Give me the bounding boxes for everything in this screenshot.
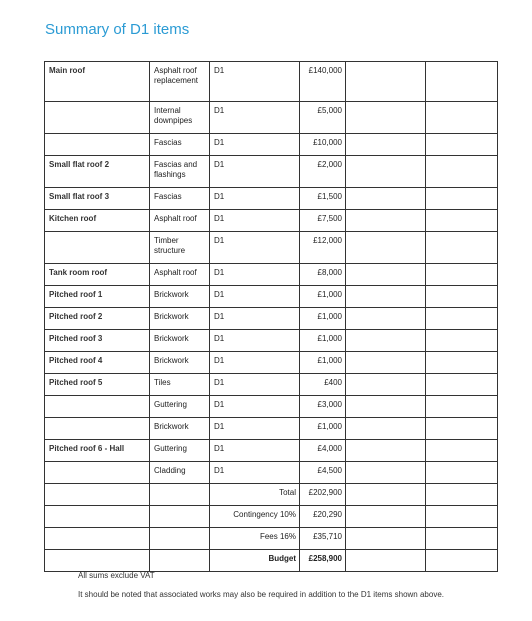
empty-cell [426,102,498,134]
page-title: Summary of D1 items [45,21,190,38]
amount-cell: £10,000 [300,134,346,156]
table-row [45,156,498,188]
total-label-cell: Budget [210,550,300,572]
table-row [45,352,498,374]
empty-cell [150,550,210,572]
item-cell: Fascias and flashings [150,156,210,188]
code-cell: D1 [210,286,300,308]
table-row [45,134,498,156]
total-row [45,550,498,572]
table-row [45,418,498,440]
total-row [45,484,498,506]
empty-cell [426,440,498,462]
table-row [45,308,498,330]
code-cell: D1 [210,330,300,352]
item-cell: Brickwork [150,418,210,440]
table-row [45,62,498,102]
item-cell: Fascias [150,134,210,156]
total-row [45,506,498,528]
empty-cell [346,156,426,188]
empty-cell [346,134,426,156]
total-amount-cell: £20,290 [300,506,346,528]
item-cell: Brickwork [150,330,210,352]
empty-cell [150,506,210,528]
total-amount-cell: £202,900 [300,484,346,506]
empty-cell [426,232,498,264]
item-cell: Tiles [150,374,210,396]
amount-cell: £3,000 [300,396,346,418]
total-amount-cell: £258,900 [300,550,346,572]
location-cell [45,232,150,264]
code-cell: D1 [210,374,300,396]
table-row [45,440,498,462]
item-cell: Asphalt roof replacement [150,62,210,102]
code-cell: D1 [210,440,300,462]
code-cell: D1 [210,462,300,484]
location-cell: Pitched roof 6 - Hall [45,440,150,462]
item-cell: Brickwork [150,286,210,308]
empty-cell [346,374,426,396]
amount-cell: £1,000 [300,330,346,352]
amount-cell: £5,000 [300,102,346,134]
code-cell: D1 [210,264,300,286]
empty-cell [346,352,426,374]
table-row [45,188,498,210]
amount-cell: £4,500 [300,462,346,484]
empty-cell [346,188,426,210]
empty-cell [426,550,498,572]
empty-cell [426,506,498,528]
total-label-cell: Total [210,484,300,506]
empty-cell [426,286,498,308]
code-cell: D1 [210,352,300,374]
empty-cell [346,418,426,440]
code-cell: D1 [210,232,300,264]
empty-cell [346,102,426,134]
item-cell: Guttering [150,396,210,418]
empty-cell [346,330,426,352]
total-label-cell: Contingency 10% [210,506,300,528]
amount-cell: £1,000 [300,286,346,308]
amount-cell: £1,000 [300,308,346,330]
amount-cell: £4,000 [300,440,346,462]
summary-table [44,61,498,572]
amount-cell: £1,000 [300,352,346,374]
location-cell: Pitched roof 2 [45,308,150,330]
empty-cell [346,550,426,572]
amount-cell: £1,500 [300,188,346,210]
amount-cell: £8,000 [300,264,346,286]
empty-cell [346,462,426,484]
location-cell [45,134,150,156]
empty-cell [426,188,498,210]
empty-cell [426,62,498,102]
code-cell: D1 [210,308,300,330]
code-cell: D1 [210,210,300,232]
vat-note: All sums exclude VAT [78,571,155,580]
code-cell: D1 [210,102,300,134]
table-row [45,462,498,484]
empty-cell [426,528,498,550]
empty-cell [346,210,426,232]
table-row [45,102,498,134]
empty-cell [346,264,426,286]
empty-cell [346,232,426,264]
empty-cell [426,352,498,374]
amount-cell: £12,000 [300,232,346,264]
empty-cell [346,440,426,462]
empty-cell [346,62,426,102]
total-row [45,528,498,550]
location-cell [45,102,150,134]
table-row [45,396,498,418]
empty-cell [426,264,498,286]
empty-cell [426,156,498,188]
location-cell: Tank room roof [45,264,150,286]
amount-cell: £7,500 [300,210,346,232]
empty-cell [426,330,498,352]
item-cell: Internal downpipes [150,102,210,134]
empty-cell [426,308,498,330]
empty-cell [45,484,150,506]
location-cell: Small flat roof 2 [45,156,150,188]
empty-cell [426,396,498,418]
location-cell: Pitched roof 3 [45,330,150,352]
item-cell: Timber structure [150,232,210,264]
table-row [45,210,498,232]
code-cell: D1 [210,418,300,440]
empty-cell [346,506,426,528]
empty-cell [426,134,498,156]
location-cell: Pitched roof 1 [45,286,150,308]
empty-cell [346,484,426,506]
item-cell: Asphalt roof [150,264,210,286]
empty-cell [346,528,426,550]
empty-cell [426,210,498,232]
item-cell: Brickwork [150,352,210,374]
table-row [45,374,498,396]
location-cell: Pitched roof 4 [45,352,150,374]
amount-cell: £1,000 [300,418,346,440]
table-row [45,264,498,286]
empty-cell [426,484,498,506]
location-cell: Small flat roof 3 [45,188,150,210]
code-cell: D1 [210,188,300,210]
location-cell [45,462,150,484]
location-cell [45,418,150,440]
code-cell: D1 [210,156,300,188]
item-cell: Asphalt roof [150,210,210,232]
empty-cell [346,396,426,418]
code-cell: D1 [210,134,300,156]
empty-cell [150,528,210,550]
item-cell: Fascias [150,188,210,210]
empty-cell [45,528,150,550]
amount-cell: £400 [300,374,346,396]
amount-cell: £2,000 [300,156,346,188]
location-cell [45,396,150,418]
associated-works-note: It should be noted that associated works may also be required in addition to the D1 items shown above. [78,590,444,599]
table-row [45,232,498,264]
item-cell: Cladding [150,462,210,484]
empty-cell [426,462,498,484]
item-cell: Brickwork [150,308,210,330]
amount-cell: £140,000 [300,62,346,102]
total-label-cell: Fees 16% [210,528,300,550]
empty-cell [346,286,426,308]
code-cell: D1 [210,62,300,102]
empty-cell [426,374,498,396]
table-row [45,286,498,308]
location-cell: Pitched roof 5 [45,374,150,396]
location-cell: Main roof [45,62,150,102]
item-cell: Guttering [150,440,210,462]
empty-cell [426,418,498,440]
empty-cell [45,550,150,572]
location-cell: Kitchen roof [45,210,150,232]
empty-cell [150,484,210,506]
empty-cell [45,506,150,528]
table-row [45,330,498,352]
empty-cell [346,308,426,330]
total-amount-cell: £35,710 [300,528,346,550]
code-cell: D1 [210,396,300,418]
